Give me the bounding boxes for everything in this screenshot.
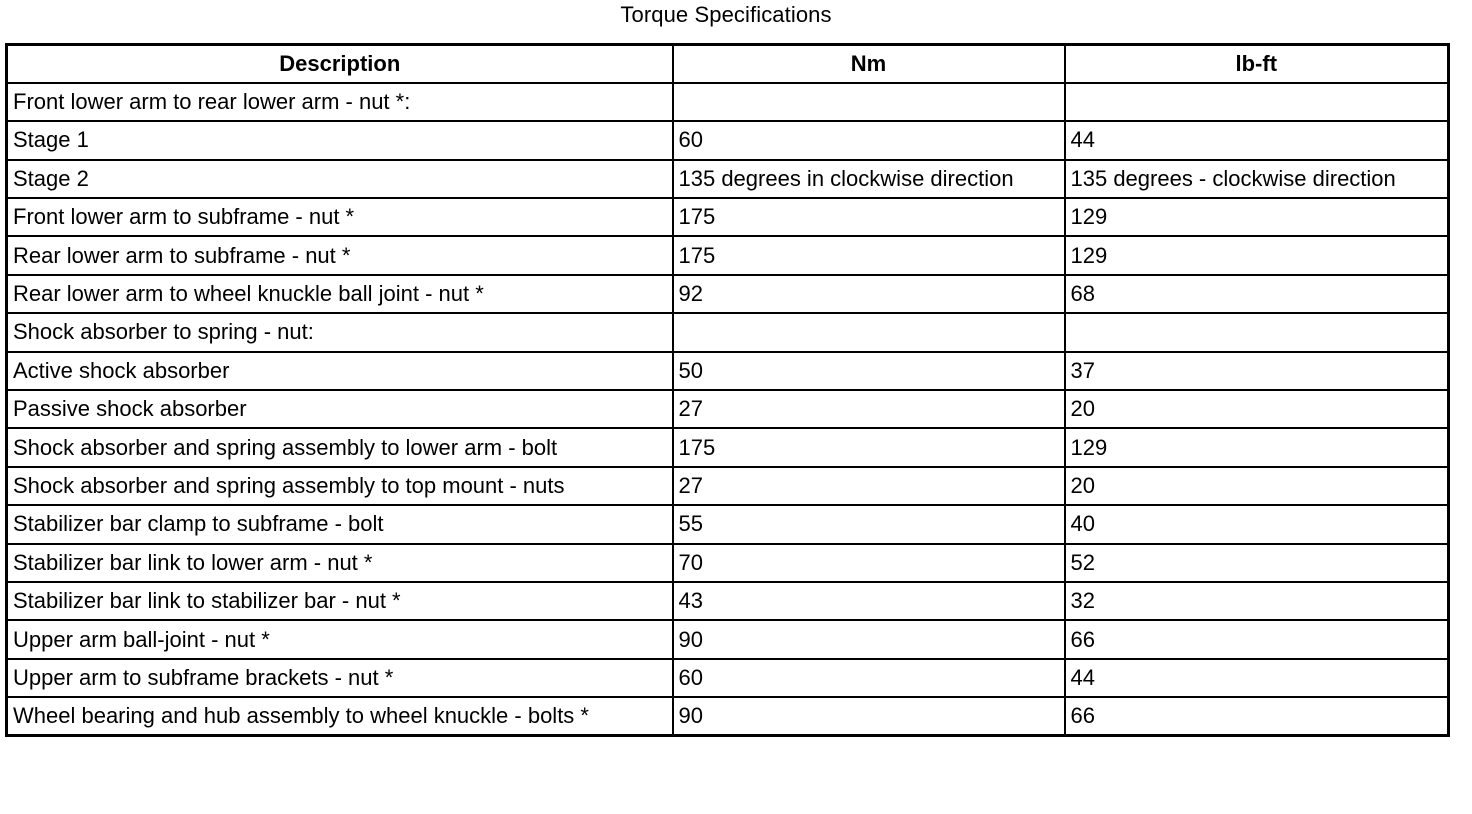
table-row	[7, 198, 1449, 236]
cell-description: Active shock absorber	[7, 352, 673, 390]
table-row	[7, 352, 1449, 390]
cell-description: Wheel bearing and hub assembly to wheel knuckle - bolts *	[7, 697, 673, 735]
cell-lbft: 129	[1065, 428, 1449, 466]
table-row	[7, 544, 1449, 582]
cell-description: Upper arm ball-joint - nut *	[7, 620, 673, 658]
cell-description: Stabilizer bar link to lower arm - nut *	[7, 544, 673, 582]
table-row	[7, 390, 1449, 428]
cell-nm: 60	[673, 121, 1065, 159]
cell-lbft: 44	[1065, 121, 1449, 159]
cell-lbft: 68	[1065, 275, 1449, 313]
cell-description: Stabilizer bar clamp to subframe - bolt	[7, 505, 673, 543]
cell-nm: 55	[673, 505, 1065, 543]
torque-spec-table	[5, 43, 1450, 737]
cell-nm	[673, 83, 1065, 121]
cell-description: Front lower arm to rear lower arm - nut *:	[7, 83, 673, 121]
cell-lbft: 66	[1065, 620, 1449, 658]
cell-description: Shock absorber to spring - nut:	[7, 313, 673, 351]
table-row	[7, 582, 1449, 620]
cell-nm: 50	[673, 352, 1065, 390]
cell-lbft: 129	[1065, 198, 1449, 236]
cell-nm: 60	[673, 659, 1065, 697]
cell-lbft: 129	[1065, 236, 1449, 274]
cell-nm: 43	[673, 582, 1065, 620]
table-row	[7, 275, 1449, 313]
cell-description: Upper arm to subframe brackets - nut *	[7, 659, 673, 697]
cell-nm: 175	[673, 236, 1065, 274]
cell-nm: 27	[673, 390, 1065, 428]
column-header-nm: Nm	[673, 45, 1065, 83]
cell-nm: 175	[673, 198, 1065, 236]
cell-nm: 90	[673, 697, 1065, 735]
cell-nm: 92	[673, 275, 1065, 313]
cell-lbft: 52	[1065, 544, 1449, 582]
column-header-description: Description	[7, 45, 673, 83]
cell-lbft	[1065, 83, 1449, 121]
page-title: Torque Specifications	[620, 2, 832, 27]
cell-nm: 175	[673, 428, 1065, 466]
table-row	[7, 313, 1449, 351]
cell-lbft: 44	[1065, 659, 1449, 697]
cell-description: Shock absorber and spring assembly to lower arm - bolt	[7, 428, 673, 466]
cell-lbft: 20	[1065, 390, 1449, 428]
cell-description: Rear lower arm to subframe - nut *	[7, 236, 673, 274]
cell-lbft: 135 degrees - clockwise direction	[1065, 160, 1449, 198]
table-row	[7, 121, 1449, 159]
cell-nm: 90	[673, 620, 1065, 658]
table-row	[7, 160, 1449, 198]
cell-description: Stage 2	[7, 160, 673, 198]
cell-description: Front lower arm to subframe - nut *	[7, 198, 673, 236]
table-row	[7, 467, 1449, 505]
cell-lbft: 20	[1065, 467, 1449, 505]
cell-nm: 70	[673, 544, 1065, 582]
table-row	[7, 505, 1449, 543]
cell-lbft: 40	[1065, 505, 1449, 543]
table-row	[7, 659, 1449, 697]
table-row	[7, 83, 1449, 121]
table-row	[7, 428, 1449, 466]
cell-nm	[673, 313, 1065, 351]
table-header-row	[7, 45, 1449, 83]
cell-description: Passive shock absorber	[7, 390, 673, 428]
table-row	[7, 697, 1449, 735]
table-row	[7, 236, 1449, 274]
cell-lbft	[1065, 313, 1449, 351]
cell-description: Stabilizer bar link to stabilizer bar - nut *	[7, 582, 673, 620]
cell-nm: 27	[673, 467, 1065, 505]
cell-lbft: 66	[1065, 697, 1449, 735]
cell-lbft: 32	[1065, 582, 1449, 620]
column-header-lbft: lb-ft	[1065, 45, 1449, 83]
cell-description: Stage 1	[7, 121, 673, 159]
cell-nm: 135 degrees in clockwise direction	[673, 160, 1065, 198]
cell-description: Shock absorber and spring assembly to top mount - nuts	[7, 467, 673, 505]
cell-description: Rear lower arm to wheel knuckle ball joint - nut *	[7, 275, 673, 313]
table-row	[7, 620, 1449, 658]
cell-lbft: 37	[1065, 352, 1449, 390]
